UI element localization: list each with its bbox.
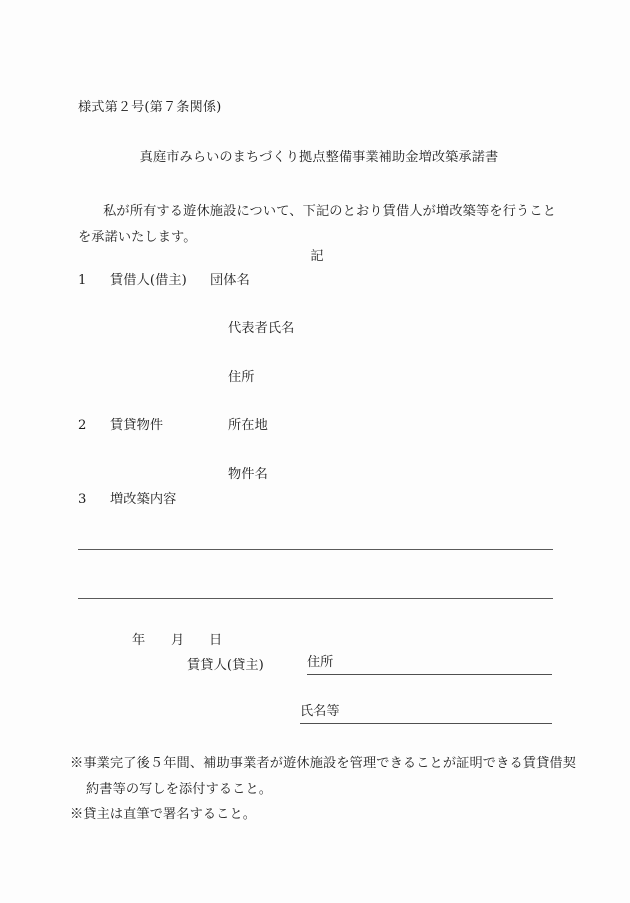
lessor-address-label: 住所 bbox=[307, 655, 334, 670]
lessor-address-field[interactable] bbox=[307, 653, 552, 675]
item-1-field-representative-name: 代表者氏名 bbox=[228, 321, 295, 336]
renovation-content-line-1[interactable] bbox=[78, 549, 553, 550]
document-title: 真庭市みらいのまちづくり拠点整備事業補助金増改築承諾書 bbox=[139, 150, 499, 165]
note-attachment-requirement: ※事業完了後５年間、補助事業者が遊休施設を管理できることが証明できる賃貸借契約書等の写しを添付すること。 bbox=[70, 756, 576, 797]
lessor-party-label: 賃貸人(貸主) bbox=[187, 658, 264, 673]
item-1-label: 賃借人(借主) bbox=[110, 273, 187, 288]
item-2-label: 賃貸物件 bbox=[110, 418, 164, 433]
item-2-number: 2 bbox=[78, 418, 87, 433]
item-1-field-address: 住所 bbox=[228, 370, 255, 385]
form-number: 様式第２号(第７条関係) bbox=[78, 100, 222, 115]
item-1-field-organization-name: 団体名 bbox=[210, 273, 250, 288]
date-month-label: 月 bbox=[171, 633, 185, 648]
lessor-name-label: 氏名等 bbox=[300, 704, 340, 719]
date-year-label: 年 bbox=[132, 633, 146, 648]
renovation-content-line-2[interactable] bbox=[78, 598, 553, 599]
item-2-field-location: 所在地 bbox=[228, 418, 268, 433]
intro-paragraph: 私が所有する遊休施設について、下記のとおり賃借人が増改築等を行うことを承諾いたします。 bbox=[78, 204, 556, 245]
item-1-number: 1 bbox=[78, 273, 87, 288]
date-day-label: 日 bbox=[209, 633, 223, 648]
item-2-field-property-name: 物件名 bbox=[228, 467, 268, 482]
note-signature-requirement: ※貸主は直筆で署名すること。 bbox=[70, 807, 257, 822]
lessor-name-field[interactable] bbox=[300, 702, 552, 724]
item-3-number: 3 bbox=[78, 492, 87, 507]
item-3-label: 増改築内容 bbox=[110, 492, 177, 507]
ki-marker: 記 bbox=[310, 249, 324, 264]
